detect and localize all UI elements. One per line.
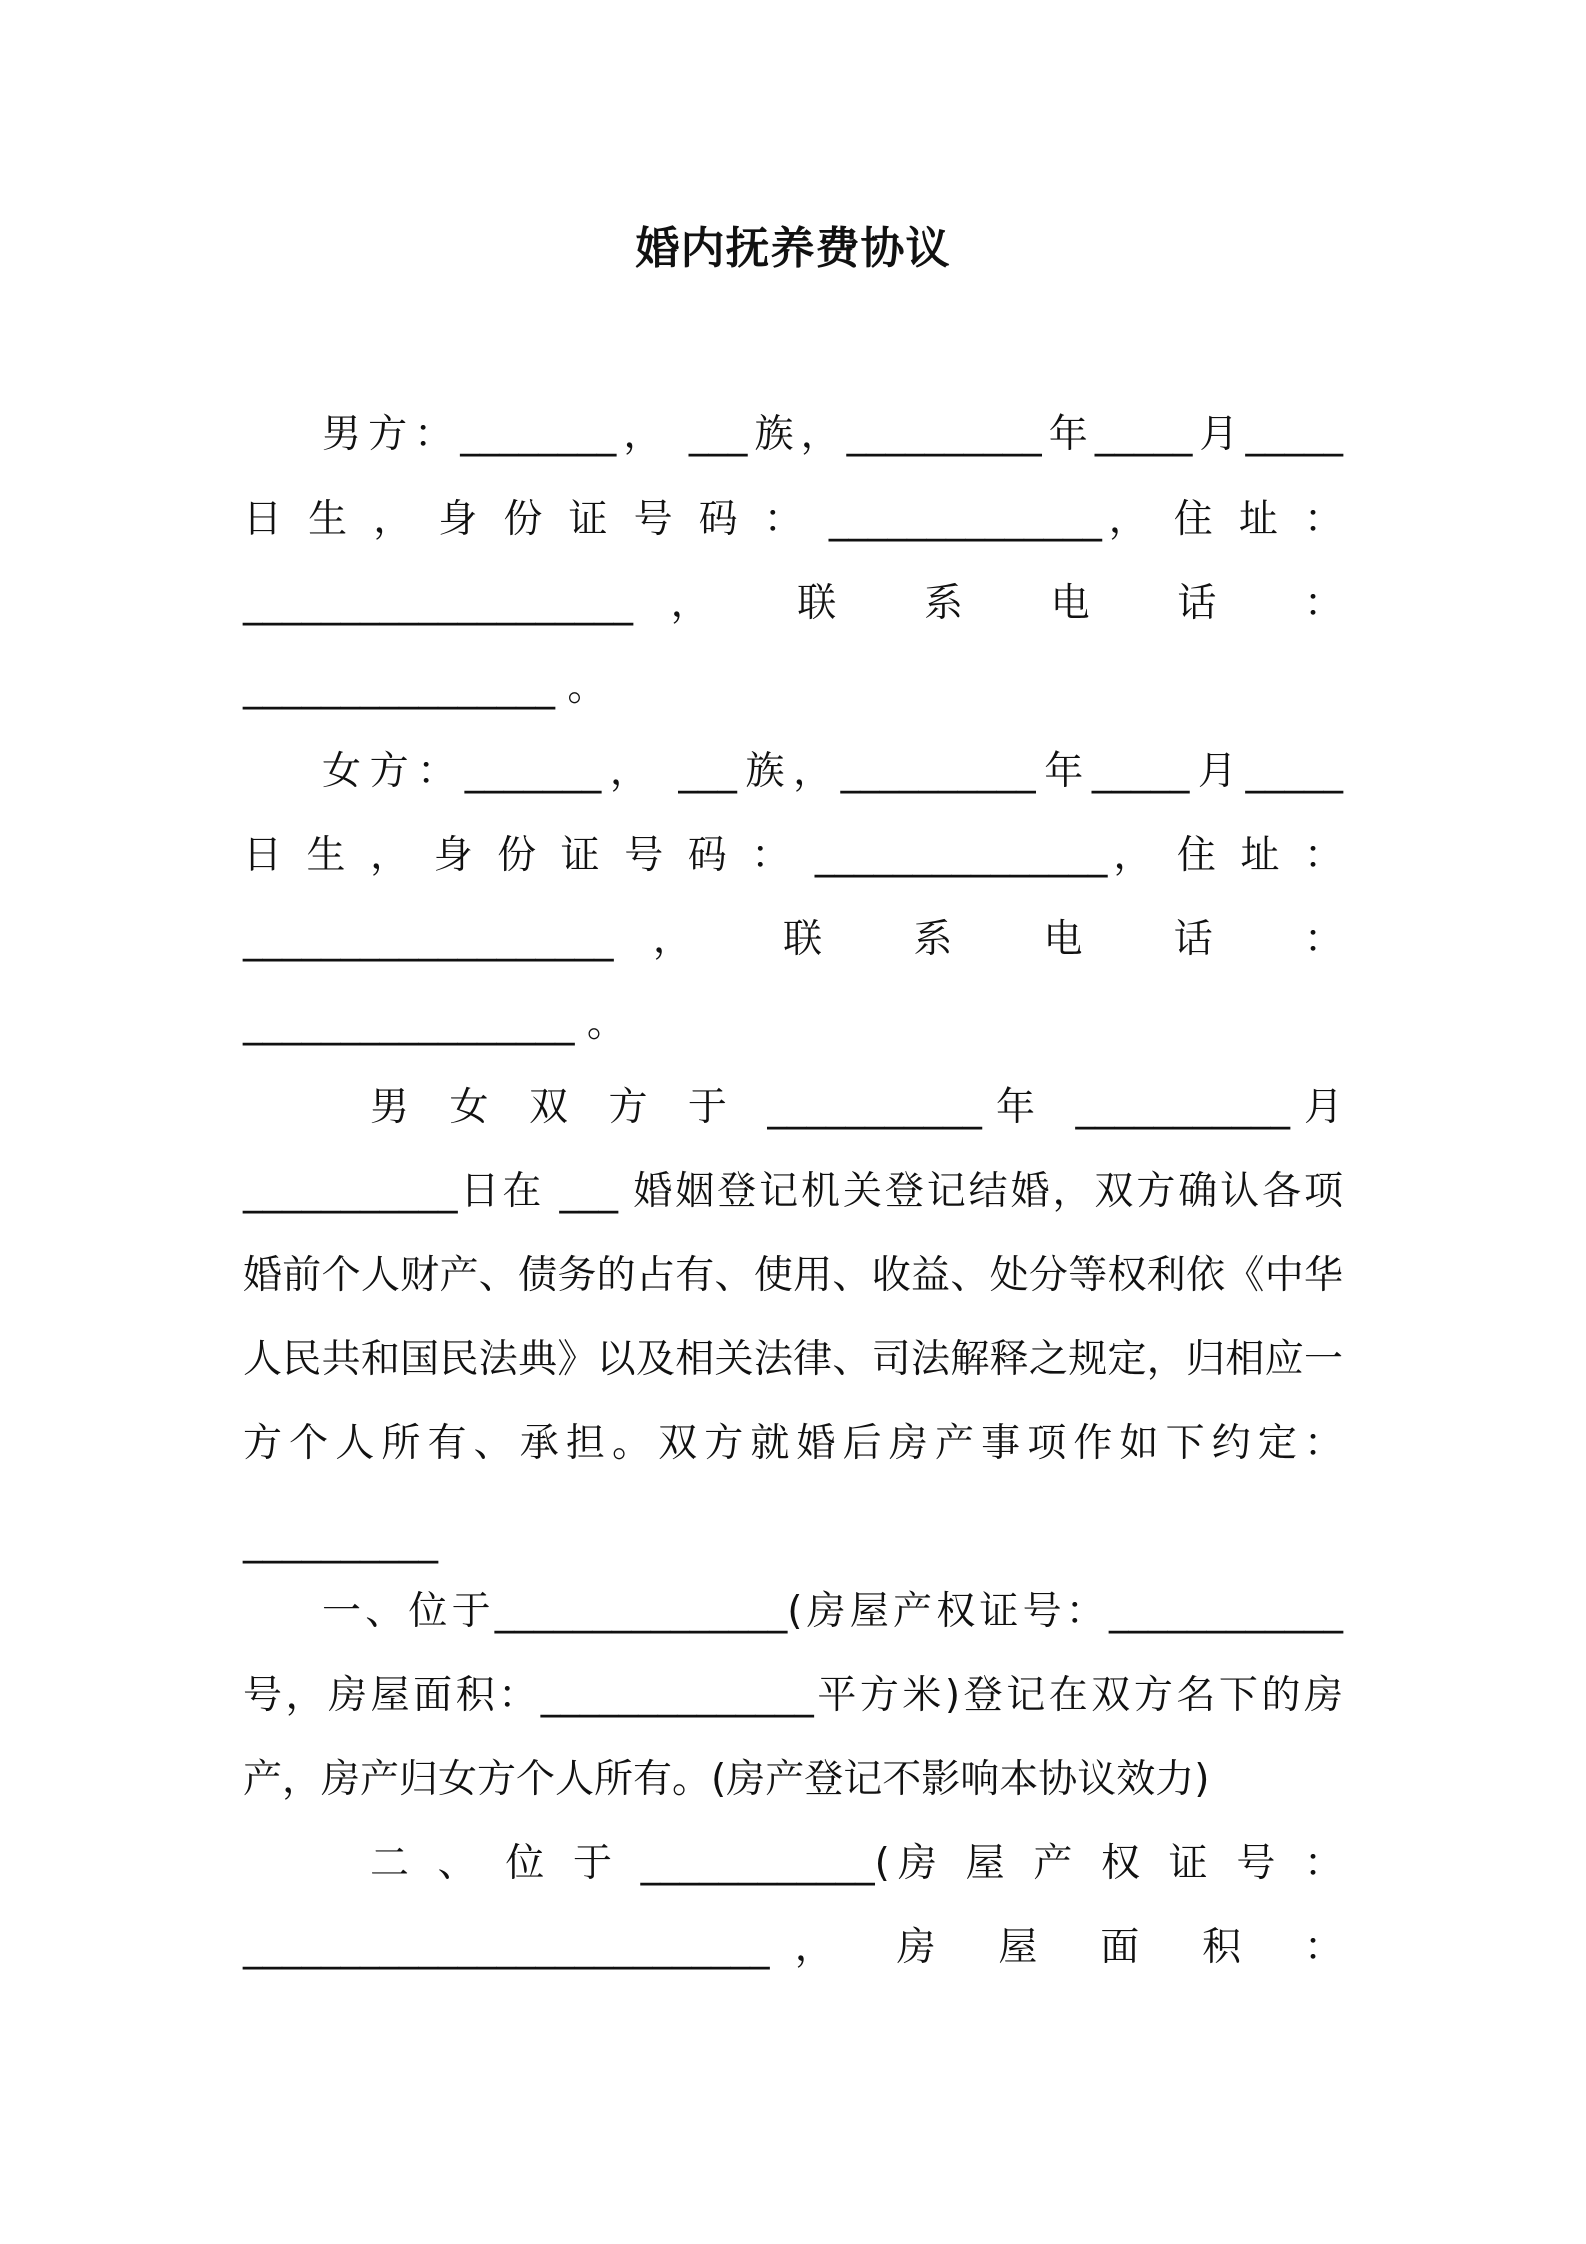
clause-one-line-2: 号，房屋面积：______________平方米)登记在双方名下的房: [243, 1673, 1343, 1718]
clause-one-line-1: 一、位于_______________(房屋产权证号：____________: [322, 1589, 1343, 1634]
male-party-line-4: ________________ 。: [243, 665, 607, 710]
marriage-para-line-6: __________: [243, 1519, 438, 1564]
female-party-line-4: _________________ 。: [243, 1001, 626, 1046]
female-party-line-3: ___________________， 联 系 电 话 ：: [243, 917, 1343, 962]
female-party-line-2: 日 生 ， 身 份 证 号 码 ： _______________， 住 址 ：: [243, 833, 1343, 878]
clause-two-line-2: ___________________________， 房 屋 面 积 ：: [243, 1925, 1343, 1970]
marriage-para-line-5: 方个人所有、承担。双方就婚后房产事项作如下约定：: [243, 1421, 1343, 1466]
clause-one-line-3: 产，房产归女方个人所有。(房产登记不影响本协议效力): [243, 1757, 1210, 1802]
male-party-line-2: 日 生 ， 身 份 证 号 码 ： ______________， 住 址 ：: [243, 497, 1343, 542]
marriage-para-line-4: 人民共和国民法典》以及相关法律、司法解释之规定，归相应一: [243, 1337, 1343, 1382]
document-title: 婚内抚养费协议: [635, 223, 951, 274]
female-party-line-1: 女方：_______， ___族，__________年_____月_____: [322, 749, 1343, 794]
marriage-para-line-1: 男 女 双 方 于 ___________年 ___________月: [370, 1085, 1343, 1130]
marriage-para-line-3: 婚前个人财产、债务的占有、使用、收益、处分等权利依《中华: [243, 1253, 1343, 1298]
male-party-line-3: ____________________， 联 系 电 话 ：: [243, 581, 1343, 626]
clause-two-line-1: 二 、 位 于 ____________(房 屋 产 权 证 号 ：: [370, 1841, 1343, 1886]
marriage-para-line-2: ___________日在 ___ 婚姻登记机关登记结婚，双方确认各项: [243, 1169, 1343, 1214]
male-party-line-1: 男方：________， ___族，__________年_____月_____: [322, 412, 1343, 457]
